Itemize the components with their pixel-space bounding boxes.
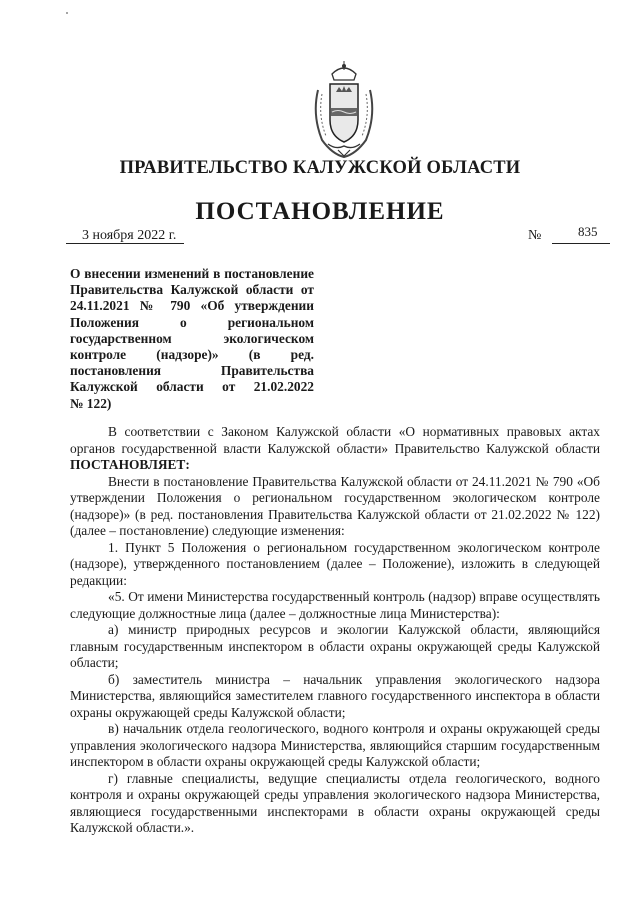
- coat-of-arms-icon: [298, 60, 390, 160]
- scan-speck: [66, 12, 68, 14]
- point-5-paragraph: «5. От имени Министерства государственный контроль (надзор) вправе осуществлять следующие должностные лица (далее – должностные лица Министерства):: [70, 589, 600, 621]
- number-sign: №: [528, 228, 542, 243]
- document-date: 3 ноября 2022 г.: [82, 228, 177, 243]
- document-body: [70, 424, 600, 837]
- document-subject: О внесении изменений в постановление Правительства Калужской области от 24.11.2021 № 790 «Об утверждении Положения о региональном государственном экологическом контроле (надзоре)» (в ред. постановления Правительства Калужской области от 21.02.2022: [70, 266, 314, 395]
- government-name: ПРАВИТЕЛЬСТВО КАЛУЖСКОЙ ОБЛАСТИ: [119, 158, 521, 178]
- subitem-a-paragraph: а) министр природных ресурсов и экологии Калужской области, являющийся главным государственным инспектором в области охраны окружающей среды Калужской области;: [70, 622, 600, 670]
- subitem-b-paragraph: б) заместитель министра – начальник управления экологического надзора Министерства, являющийся заместителем главного государственного инспектора в области охраны окружающей среды Калужской области;: [70, 671, 600, 720]
- date-underline: [66, 243, 184, 244]
- amendment-paragraph: Внести в постановление Правительства Калужской области от 24.11.2021 № 790 «Об утверждении Положения о региональном государственном экологическом контроле (надзоре)» (в ред. постановления Правительства Калужской области от 21.02.2022 № 122) (далее – постановление) следующие изменения:: [70, 473, 600, 538]
- preamble-paragraph: [70, 424, 600, 474]
- document-subject-tail: № 122): [70, 396, 112, 411]
- document-type-title: ПОСТАНОВЛЕНИЕ: [195, 198, 445, 225]
- resolves-keyword: ПОСТАНОВЛЯЕТ:: [70, 457, 190, 472]
- subitem-g-paragraph: г) главные специалисты, ведущие специалисты отдела геологического, водного контроля и охраны окружающей среды управления экологического надзора Министерства, являющиеся государственными инспекторами в области охраны окружающей среды Калужской области.».: [70, 770, 600, 835]
- preamble-text: В соответствии с Законом Калужской области «О нормативных правовых актах органов государственной власти Калужской области» Правительство Калужской области: [70, 424, 600, 456]
- item-1-paragraph: 1. Пункт 5 Положения о региональном государственном экологическом контроле (надзоре), утвержденного постановлением (далее – Положение), изложить в следующей редакции:: [70, 539, 600, 588]
- number-underline: [552, 243, 610, 244]
- subitem-v-paragraph: в) начальник отдела геологического, водного контроля и охраны окружающей среды управления экологического надзора Министерства, являющийся старшим государственным инспектором в области охраны окружающей среды Калужской области;: [70, 721, 600, 769]
- document-number: 835: [578, 224, 598, 239]
